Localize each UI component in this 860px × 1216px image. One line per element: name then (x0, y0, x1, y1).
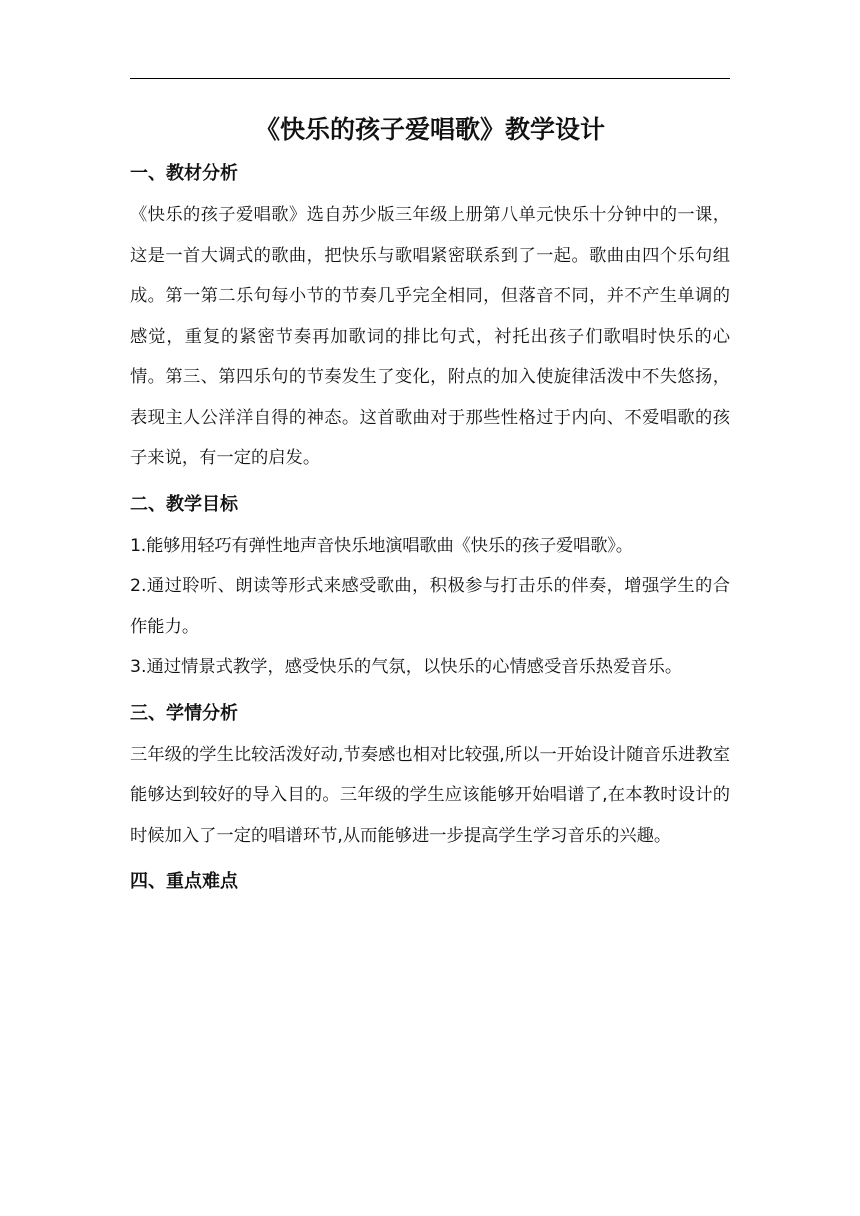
paragraph-student-analysis: 三年级的学生比较活泼好动,节奏感也相对比较强,所以一开始设计随音乐进教室能够达到较好的导入目的。三年级的学生应该能够开始唱谱了,在本教时设计的时候加入了一定的唱谱环节,从而能够进一步提高学生学习音乐的兴趣。 (130, 744, 730, 846)
document-title: 《快乐的孩子爱唱歌》教学设计 (254, 115, 605, 144)
section-heading-teaching-goals: 二、教学目标 (130, 493, 238, 515)
paragraph-textbook-analysis: 《快乐的孩子爱唱歌》选自苏少版三年级上册第八单元快乐十分钟中的一课，这是一首大调式的歌曲，把快乐与歌唱紧密联系到了一起。歌曲由四个乐句组成。第一第二乐句每小节的节奏几乎完全相同，但落音不同，并不产生单调的感觉，重复的紧密节奏再加歌词的排比句式，衬托出孩子们歌唱时快乐的心情。第三、第四乐句的节奏发生了变化，附点的加入使旋律活泼中不失悠扬，表现主人公洋洋自得的神态。这首歌曲对于那些性格过于内向、不爱唱歌的孩子来说，有一定的启发。 (130, 205, 730, 468)
header-rule (130, 78, 730, 79)
goal-item-1: 1.能够用轻巧有弹性地声音快乐地演唱歌曲《快乐的孩子爱唱歌》。 (130, 535, 633, 556)
section-heading-student-analysis: 三、学情分析 (130, 702, 238, 724)
goal-item-3: 3.通过情景式教学，感受快乐的气氛，以快乐的心情感受音乐热爱音乐。 (130, 657, 683, 677)
goal-item-2: 2.通过聆听、朗读等形式来感受歌曲，积极参与打击乐的伴奏，增强学生的合作能力。 (130, 576, 730, 637)
document-body (130, 108, 730, 903)
section-heading-textbook-analysis: 一、教材分析 (130, 163, 238, 184)
section-heading-key-difficulties: 四、重点难点 (130, 871, 238, 892)
